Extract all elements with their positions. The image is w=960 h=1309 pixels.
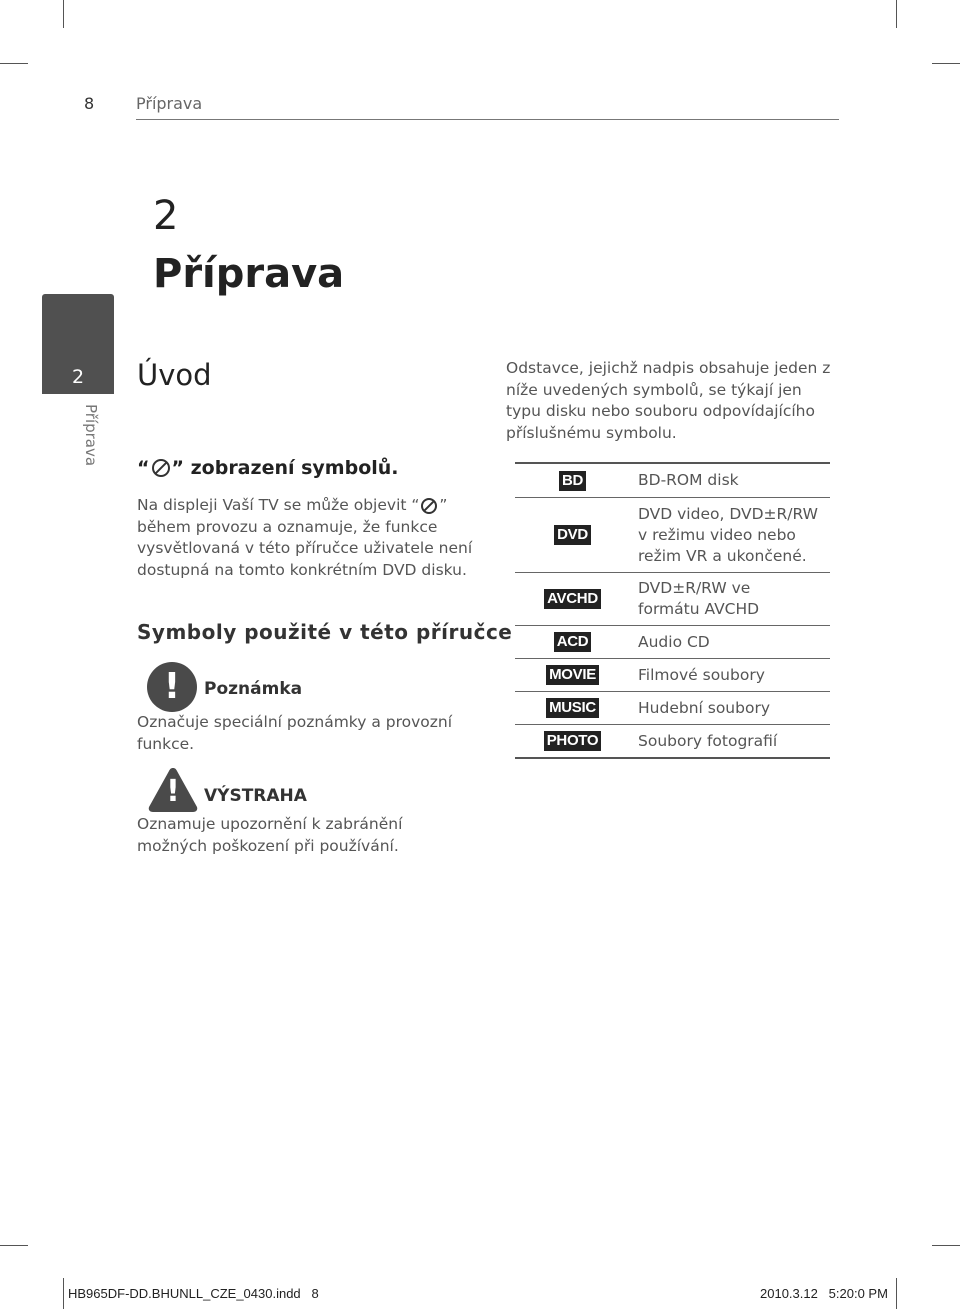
sub-heading-no-entry <box>137 457 399 479</box>
side-tab-label: Příprava <box>82 404 100 467</box>
table-row <box>515 725 830 759</box>
crop-mark <box>932 63 960 64</box>
table-row <box>515 659 830 692</box>
section-heading-symbols: Symboly použité v této příručce <box>137 620 513 644</box>
disc-symbol-badge: DVD <box>554 525 591 545</box>
crop-mark <box>0 1245 28 1246</box>
intro-paragraph-after: ” během provozu a oznamuje, že funkce vysvětlovaná v této příručce uživatele není dostupná na tomto konkrétním DVD disku. <box>137 496 473 579</box>
disc-symbol-description: Filmové soubory <box>638 665 765 684</box>
disc-symbol-description: DVD±R/RW ve formátu AVCHD <box>638 579 760 618</box>
page-number: 8 <box>84 94 95 113</box>
note-text: Označuje speciální poznámky a provozní funkce. <box>137 713 453 753</box>
disc-symbol-badge: AVCHD <box>544 589 601 609</box>
disc-symbol-badge: MUSIC <box>546 698 599 718</box>
disc-symbol-description: DVD video, DVD±R/RW v režimu video nebo režim VR a ukončené. <box>638 504 818 565</box>
disc-symbol-badge: PHOTO <box>544 731 602 751</box>
crop-mark <box>932 1245 960 1246</box>
table-row <box>515 573 830 626</box>
disc-symbol-badge: MOVIE <box>546 665 599 685</box>
intro-paragraph-before: Na displeji Vaší TV se může objevit “ <box>137 496 420 514</box>
crop-mark <box>63 1278 64 1309</box>
caution-label: VÝSTRAHA <box>204 786 307 806</box>
disc-symbol-description: Audio CD <box>638 632 710 651</box>
disc-symbol-badge: ACD <box>554 632 592 652</box>
chapter-number: 2 <box>153 193 179 239</box>
warning-triangle-mark: ! <box>166 774 180 809</box>
note-label: Poznámka <box>204 679 303 699</box>
header-divider <box>136 119 839 120</box>
caution-text: Oznamuje upozornění k zabránění možných poškození při používání. <box>137 815 403 855</box>
table-row <box>515 498 830 573</box>
crop-mark <box>896 1278 897 1309</box>
chapter-title: Příprava <box>153 251 345 297</box>
disc-symbol-description: BD-ROM disk <box>638 471 739 489</box>
disc-symbol-badge: BD <box>559 471 586 491</box>
no-entry-icon <box>152 459 170 477</box>
table-row <box>515 464 830 498</box>
intro-paragraph <box>137 495 482 581</box>
side-tab-number: 2 <box>71 366 85 388</box>
sub-heading-text: ” zobrazení symbolů. <box>171 457 399 479</box>
table-row <box>515 692 830 725</box>
running-header-title: Příprava <box>136 94 203 113</box>
exclamation-circle-icon: ! <box>147 662 197 712</box>
crop-mark <box>896 0 897 28</box>
print-footer-file: HB965DF-DD.BHUNLL_CZE_0430.indd 8 <box>68 1286 319 1301</box>
disc-symbol-description: Soubory fotografií <box>638 731 778 750</box>
print-footer-date: 2010.3.12 5:20:0 PM <box>760 1286 888 1301</box>
no-entry-icon <box>421 498 437 514</box>
disc-symbol-table <box>515 462 830 759</box>
sub-heading-open-quote: “ <box>137 457 150 479</box>
crop-mark <box>0 63 28 64</box>
crop-mark <box>63 0 64 28</box>
disc-symbol-description: Hudební soubory <box>638 698 770 717</box>
section-heading-intro: Úvod <box>137 358 212 392</box>
disc-type-intro: Odstavce, jejichž nadpis obsahuje jeden z níže uvedených symbolů, se týkají jen typu disku nebo souboru odpovídajícího příslušnému symbolu. <box>506 359 831 442</box>
table-row <box>515 626 830 659</box>
